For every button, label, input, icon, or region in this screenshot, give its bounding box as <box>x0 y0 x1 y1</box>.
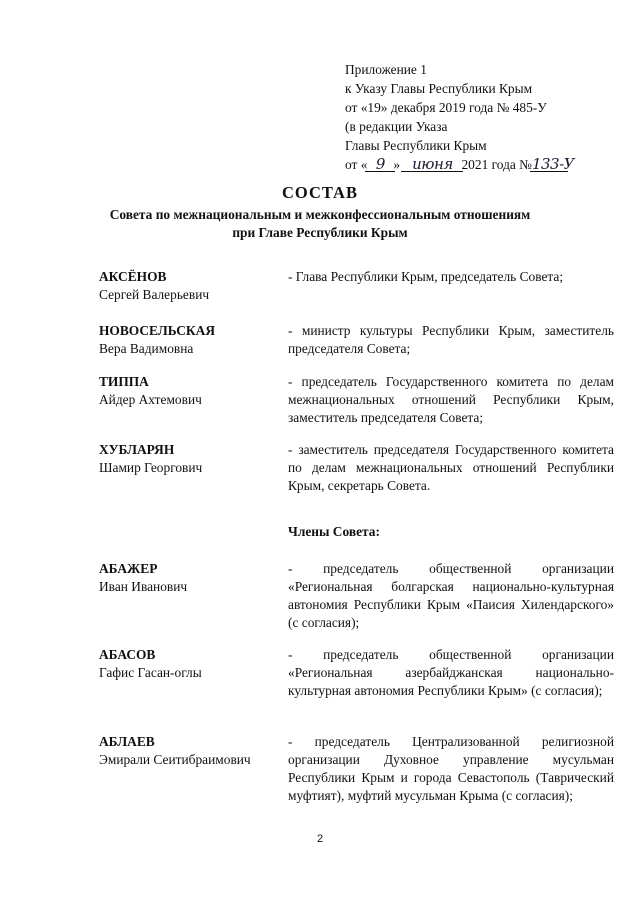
member-given-name: Шамир Георгович <box>99 460 203 475</box>
member-name <box>99 560 284 596</box>
handwritten-day: 9 <box>367 157 393 172</box>
member-role: - председатель общественной организации «Региональная азербайджанская национально-культурная автономия Республики Крым» (с согласия); <box>288 647 614 698</box>
annex-header <box>345 60 635 174</box>
member-given-name: Иван Иванович <box>99 579 188 594</box>
handwritten-number: 133-У <box>531 155 575 173</box>
member-surname: НОВОСЕЛЬСКАЯ <box>99 323 215 338</box>
document-title: СОСТАВ <box>282 183 358 202</box>
member-role: - председатель Государственного комитета по делам межнациональных отношений Республики Крым, заместитель председателя Совета; <box>288 374 614 425</box>
member-role: - председатель общественной организации «Региональная болгарская национально-культурная автономия Республики Крым «Паисия Хилендарского» (с согласия); <box>288 561 614 630</box>
member-given-name: Сергей Валерьевич <box>99 287 210 302</box>
annex-line-5: Главы Республики Крым <box>345 138 487 153</box>
member-role: - председатель Централизованной религиозной организации Духовное управление мусульман Республики Крым и города Севастополь (Таврический муфтият), муфтий мусульман Крыма (с согласия); <box>288 734 614 803</box>
member-surname: АБЛАЕВ <box>99 734 155 749</box>
member-surname: АБАЖЕР <box>99 561 158 576</box>
annex-line-1: Приложение 1 <box>345 62 427 77</box>
member-given-name: Айдер Ахтемович <box>99 392 202 407</box>
member-name <box>99 322 284 358</box>
member-role: - заместитель председателя Государственного комитета по делам межнациональных отношений Республики Крым, секретарь Совета. <box>288 442 614 493</box>
member-given-name: Эмирали Сеитибраимович <box>99 752 251 767</box>
member-surname: АБАСОВ <box>99 647 156 662</box>
member-name <box>99 268 284 304</box>
date-prefix: от « <box>345 157 368 172</box>
member-name <box>99 646 284 682</box>
member-surname: ХУБЛАРЯН <box>99 442 175 457</box>
annex-line-3: от «19» декабря 2019 года № 485-У <box>345 100 547 115</box>
date-year: 2021 года № <box>461 157 532 172</box>
handwritten-month: июня <box>403 157 461 172</box>
annex-line-6 <box>345 155 635 174</box>
member-role: - министр культуры Республики Крым, заместитель председателя Совета; <box>288 323 614 356</box>
member-surname: АКСЁНОВ <box>99 269 167 284</box>
member-name <box>99 733 284 769</box>
member-given-name: Гафис Гасан-оглы <box>99 665 202 680</box>
subtitle-line-1: Совета по межнациональным и межконфессиональным отношениям <box>109 207 531 222</box>
member-name <box>99 441 284 477</box>
member-role: - Глава Республики Крым, председатель Совета; <box>288 269 564 284</box>
date-mid: » <box>393 157 401 172</box>
member-name <box>99 373 284 409</box>
subtitle-line-2: при Главе Республики Крым <box>232 225 408 240</box>
members-heading: Члены Совета: <box>288 524 380 539</box>
annex-line-2: к Указу Главы Республики Крым <box>345 81 533 96</box>
member-surname: ТИППА <box>99 374 149 389</box>
page-number: 2 <box>316 833 324 845</box>
document-subtitle <box>0 206 640 242</box>
member-given-name: Вера Вадимовна <box>99 341 194 356</box>
annex-line-4: (в редакции Указа <box>345 119 448 134</box>
